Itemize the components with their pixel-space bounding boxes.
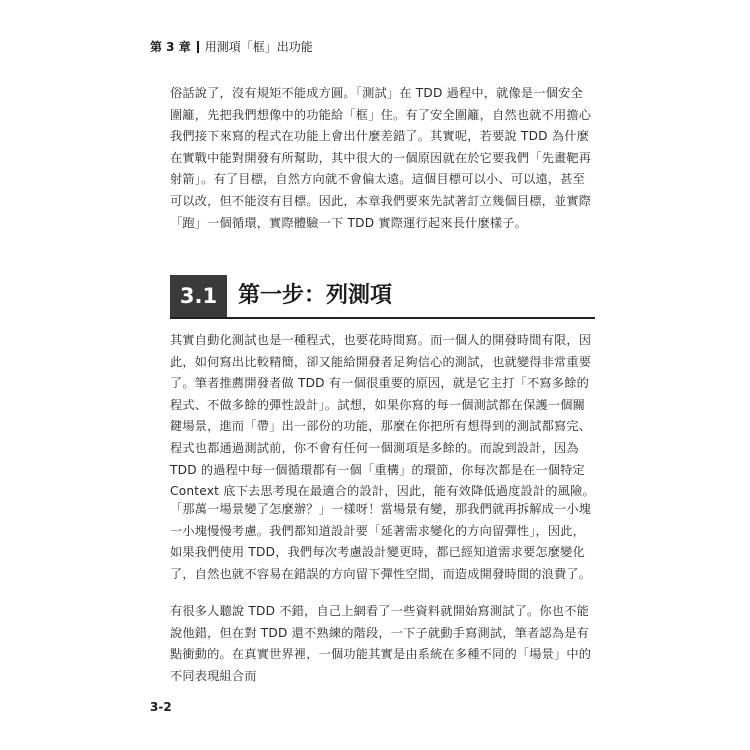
section-heading [170,275,595,319]
page-number: 3-2 [150,700,172,714]
section-title: 第一步：列測項 [238,283,393,308]
section-number: 3.1 [170,275,227,317]
paragraph-intro: 俗話說了，沒有規矩不能成方圓。「測試」在 TDD 過程中，就像是一個安全圍籬，先把我們想像中的功能給「框」住。有了安全圍籬，自然也就不用擔心我們接下來寫的程式在功能上會出什麼差錯了。其實呢，若要說 TDD 為什麼在實戰中能對開發有所幫助，其中很大的一個原因就在於它要我們「先畫靶再射箭」。有了目標，自然方向就不會偏太遠。這個目標可以小、可以遠，甚至可以改，但不能沒有目標。因此，本章我們要來先試著訂立幾個目標，並實際「跑」一個循環，實際體驗一下 TDD 實際運行起來長什麼樣子。 [170,86,592,230]
chapter-title: 用測項「框」出功能 [204,40,313,54]
paragraph-body-1: 其實自動化測試也是一種程式，也要花時間寫。而一個人的開發時間有限，因此，如何寫出比較精簡，卻又能給開發者足夠信心的測試，也就變得非常重要了。筆者推薦開發者做 TDD 有一個很重要的原因，就是它主打「不寫多餘的程式、不做多餘的彈性設計」。試想，如果你寫的每一個測試都在保護一個關鍵場景，進而「帶」出一部份的功能，那麼在你把所有想得到的測試都寫完、程式也都通過測試前，你不會有任何一個測項是多餘的。而說到設計，因為 TDD 的過程中每一個循環都有一個「重構」的環節，你每次都是在一個特定 Context 底下去思考現在最適合的設計，因此，能有效降低過度設計的風險。 [170,333,595,499]
running-header [150,40,313,54]
chapter-label: 第 3 章 [150,40,191,54]
header-divider [197,41,199,53]
paragraph-body-2: 「那萬一場景變了怎麼辦？」一樣呀！當場景有變，那我們就再拆解成一小塊一小塊慢慢考慮。我們都知道設計要「延著需求變化的方向留彈性」，因此，如果我們使用 TDD，我們每次考慮設計變更時，都已經知道需求要怎麼變化了，自然也就不容易在錯誤的方向留下彈性空間，而造成開發時間的浪費了。 [170,502,592,581]
paragraph-body-3: 有很多人聽說 TDD 不錯，自己上網看了一些資料就開始寫測試了。你也不能說他錯，但在對 TDD 還不熟練的階段，一下子就動手寫測試，筆者認為是有點衝動的。在真實世界裡，一個功能其實是由系統在多種不同的「場景」中的不同表現組合而 [170,604,592,683]
